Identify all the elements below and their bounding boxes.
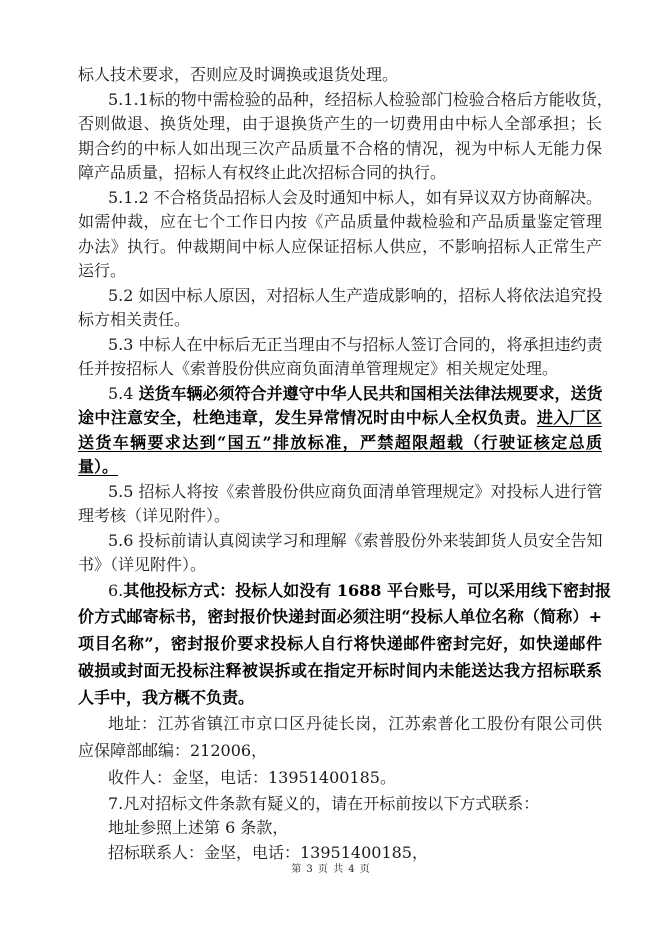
text-line [78,186,602,211]
document-body [78,63,613,865]
text-segment: 5.1.2 不合格货品招标人会及时通知中标人，如有异议双方协商解决。 [108,187,602,207]
text-segment: 5.6 投标前请认真阅读学习和理解《索普股份外来装卸货人员安全告知 [108,530,603,550]
paragraph [78,88,613,186]
bold-text: 价方式邮寄标书，密封报价快递封面必须注明“投标人单位名称（简称）+ [78,607,602,627]
text-line [78,765,602,792]
text-line [78,816,602,841]
text-segment: 如需仲裁，应在七个工作日内按《产品质量仲裁检验和产品质量鉴定管理 [78,212,602,231]
text-segment: 地址：江苏省镇江市京口区丹徒长岗，江苏索普化工股份有限公司供 [108,714,602,734]
paragraph [78,792,602,817]
text-line [78,284,602,309]
text-line [78,658,602,685]
text-line [78,738,602,765]
text-line [78,308,602,333]
text-segment: 5.1.1标的物中需检验的品种，经招标人检验部门检验合格后方能收货， [108,89,613,109]
text-segment: 7.凡对招标文件条款有疑义的，请在开标前按以下方式联系： [108,793,540,813]
bold-text: 人手中，我方概不负责。 [78,687,255,707]
bold-text: 项目名称”，密封报价要求投标人自行将快递邮件密封完好，如快递邮件 [78,634,602,654]
text-line [78,604,602,631]
bold-text: 送货车辆必须符合并遵守中华人民共和国相关法律法规要求，送货 [138,383,603,403]
text-line [78,112,602,137]
text-line [78,161,602,186]
text-line [78,333,602,358]
text-line [78,137,602,162]
page-footer: 第 3 页 共 4 页 [291,864,371,875]
bold-text: 途中注意安全，杜绝违章，发生异常情况时由中标人全权负责。 [78,408,537,427]
text-segment: 理考核（详见附件）。 [78,506,231,525]
text-segment: 应保障部邮编：212006， [78,741,268,761]
text-line [78,382,602,407]
bold-text: 其他投标方式：投标人如没有 1688 平台账号，可以采用线下密封报 [123,580,611,600]
text-line [78,504,602,529]
paragraph [78,711,602,765]
text-segment: 标人技术要求，否则应及时调换或退货处理。 [78,65,399,84]
text-line [78,431,602,456]
text-segment: 6. [108,580,124,600]
text-segment: 标方相关责任。 [78,310,191,329]
text-segment: 运行。 [78,261,127,280]
bold-text: 破损或封面无投标注释被误拆或在指定开标时间内未能送达我方招标联系 [78,660,602,680]
text-segment: 招标联系人：金坚，电话：13951400185， [108,842,428,862]
text-segment: 否则做退、换货处理，由于退换货产生的一切费用由中标人全部承担；长 [78,114,602,133]
text-line [78,480,602,505]
paragraph [78,382,602,480]
paragraph [78,284,602,333]
paragraph [78,529,602,578]
underlined-bold-text: 进入厂区 [536,408,602,427]
text-segment: 任并按招标人《索普股份供应商负面清单管理规定》相关规定处理。 [78,359,559,378]
text-line [78,88,613,113]
text-line [78,455,602,480]
paragraph [78,186,602,284]
text-line [78,553,602,578]
text-line [78,685,602,712]
text-segment: 障产品质量，招标人有权终止此次招标合同的执行。 [78,163,447,182]
text-line [78,792,602,817]
underlined-bold-text: 量）。 [78,457,119,476]
text-line [78,235,602,260]
text-line [78,711,602,738]
text-segment: 5.5 招标人将按《索普股份供应商负面清单管理规定》对投标人进行管 [108,481,603,501]
text-line [78,63,602,88]
text-segment: 期合约的中标人如出现三次产品质量不合格的情况，视为中标人无能力保 [78,138,602,158]
text-line [78,357,602,382]
paragraph [78,333,602,382]
paragraph [78,63,602,88]
text-segment: 收件人：金坚，电话：13951400185。 [108,768,396,788]
text-segment: 地址参照上述第 6 条款， [108,818,289,838]
text-segment: 办法》执行。仲裁期间中标人应保证招标人供应，不影响招标人正常生产 [78,236,602,256]
text-segment: 5.4 [108,383,139,403]
text-segment: 5.2 如因中标人原因，对招标人生产造成影响的，招标人将依法追究投 [108,285,603,305]
paragraph [78,816,602,841]
paragraph [78,765,602,792]
text-line [78,631,602,658]
text-segment: 5.3 中标人在中标后无正当理由不与招标人签订合同的，将承担违约责 [108,334,603,354]
text-line [78,578,611,605]
paragraph [78,480,602,529]
text-line [78,406,602,431]
text-segment: 书》（详见附件）。 [78,555,207,574]
underlined-bold-text: 送货车辆要求达到“国五”排放标准，严禁超限超载（行驶证核定总质 [78,432,602,452]
paragraph [78,578,611,712]
text-line [78,259,602,284]
text-line [78,210,602,235]
text-line [78,529,602,554]
